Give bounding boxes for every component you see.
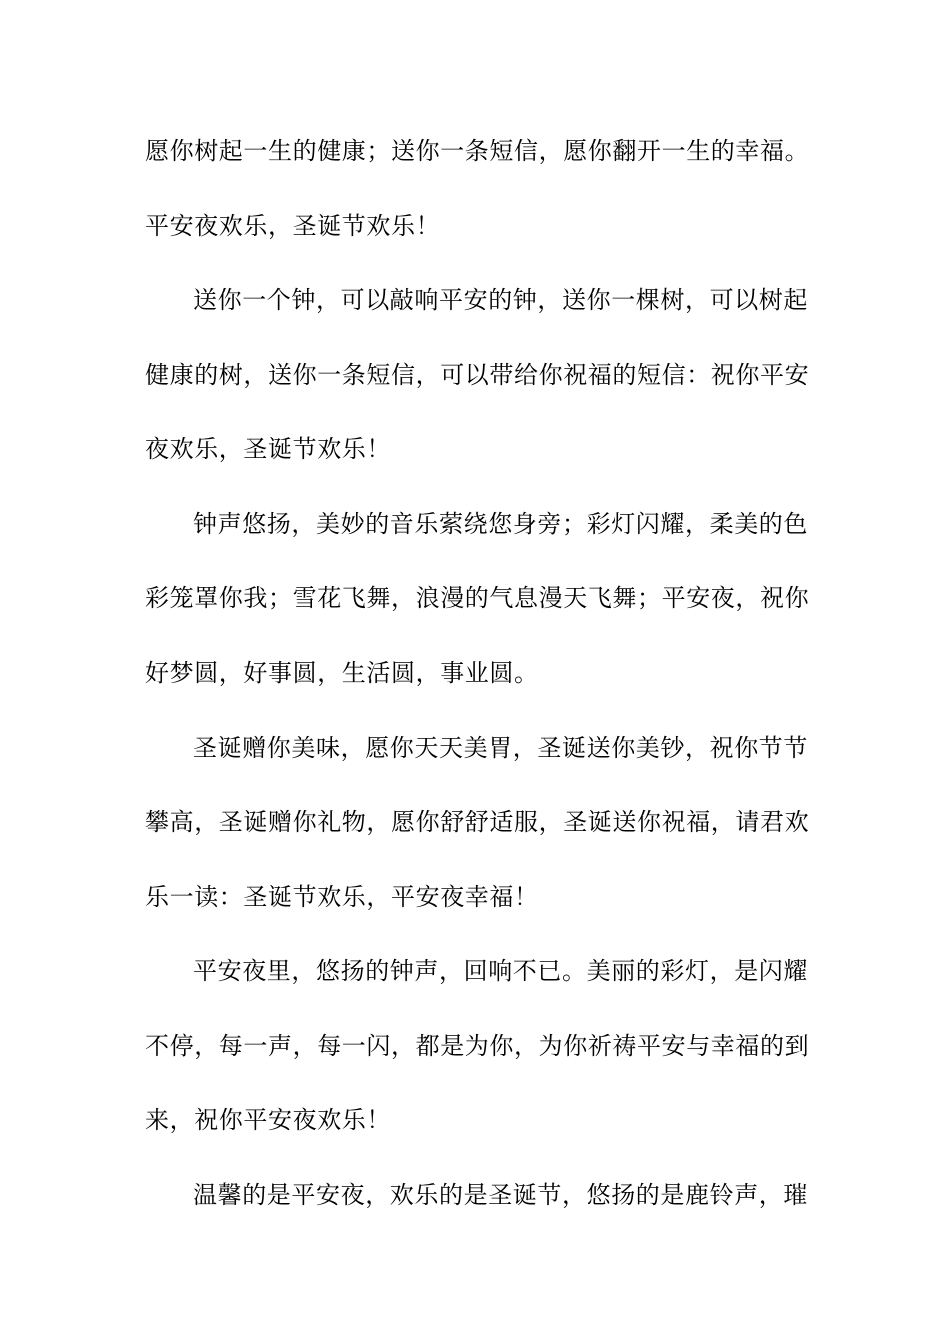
text-line: 乐一读：圣诞节欢乐，平安夜幸福！ xyxy=(145,883,539,911)
text-line: 健康的树，送你一条短信，可以带给你祝福的短信：祝你平安 xyxy=(145,361,810,389)
text-line: 攀高，圣诞赠你礼物，愿你舒舒适服，圣诞送你祝福，请君欢 xyxy=(145,808,810,836)
text-line: 平安夜欢乐，圣诞节欢乐！ xyxy=(145,212,441,240)
paragraph-start-line: 钟声悠扬，美妙的音乐萦绕您身旁；彩灯闪耀，柔美的色 xyxy=(193,510,808,538)
paragraph-start-line: 圣诞赠你美味，愿你天天美胃，圣诞送你美钞，祝你节节 xyxy=(193,734,808,762)
paragraph-start-line: 温馨的是平安夜，欢乐的是圣诞节，悠扬的是鹿铃声，璀 xyxy=(193,1181,808,1209)
text-line: 不停，每一声，每一闪，都是为你，为你祈祷平安与幸福的到 xyxy=(145,1032,810,1060)
paragraph-start-line: 送你一个钟，可以敲响平安的钟，送你一棵树，可以树起 xyxy=(193,286,808,314)
text-line: 愿你树起一生的健康；送你一条短信，愿你翻开一生的幸福。 xyxy=(145,137,810,165)
paragraph-start-line: 平安夜里，悠扬的钟声，回响不已。美丽的彩灯，是闪耀 xyxy=(193,957,808,985)
text-line: 好梦圆，好事圆，生活圆，事业圆。 xyxy=(145,659,539,687)
text-line: 彩笼罩你我；雪花飞舞，浪漫的气息漫天飞舞；平安夜，祝你 xyxy=(145,584,810,612)
text-line: 夜欢乐，圣诞节欢乐！ xyxy=(145,435,391,463)
text-line: 来，祝你平安夜欢乐！ xyxy=(145,1106,391,1134)
